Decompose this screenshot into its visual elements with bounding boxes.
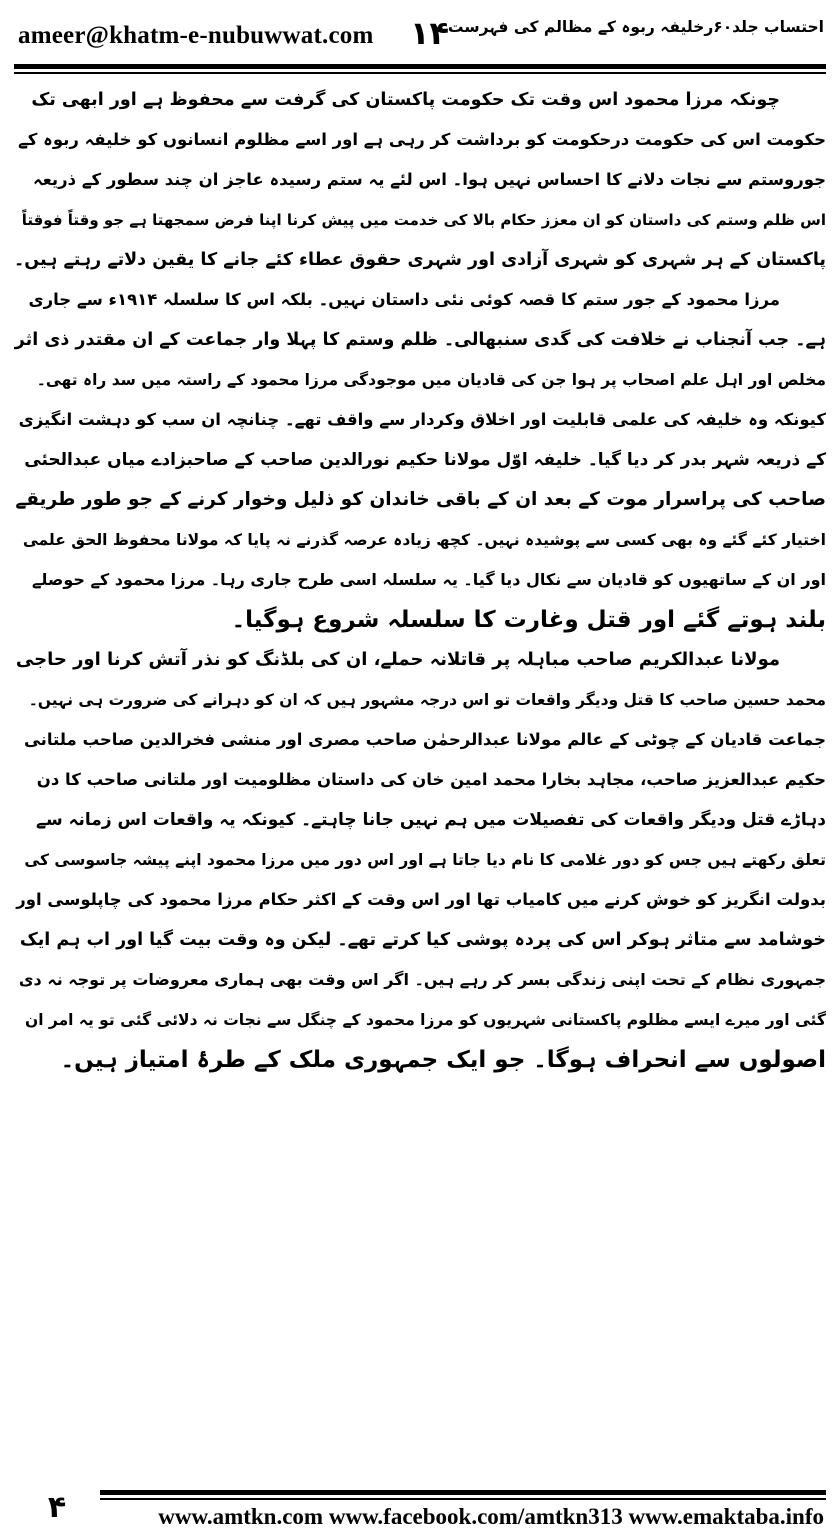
- text-line: ہے۔ جب آنجناب نے خلافت کی گدی سنبھالی۔ ظلم وستم کا پہلا وار جماعت کے ان مقتدر ذی اثر: [14, 330, 826, 350]
- text-line: حکومت اس کی حکومت درحکومت کو برداشت کر رہی ہے اور اسے مظلوم انسانوں کو خلیفہ ربوہ کے: [18, 130, 826, 149]
- text-line: دہاڑے قتل ودیگر واقعات کی تفصیلات میں ہم نہیں جانا چاہتے۔ کیونکہ یہ واقعات اس زمانہ سے: [35, 810, 826, 830]
- text-line: جمہوری نظام کے تحت اپنی زندگی بسر کر رہے ہیں۔ اگر اس وقت بھی ہماری معروضات پر توجہ نہ دی: [18, 970, 826, 989]
- header-rule-thick: [14, 64, 826, 69]
- page-header: [14, 8, 826, 70]
- text-line: اور ان کے ساتھیوں کو قادیان سے نکال دیا گیا۔ یہ سلسلہ اسی طرح جاری رہا۔ مرزا محمود کے حوصلے: [31, 570, 826, 589]
- header-title: احتساب جلد۶۰رخلیفہ ربوہ کے مظالم کی فہرست: [447, 18, 824, 36]
- header-email: ameer@khatm-e-nubuwwat.com: [18, 22, 374, 49]
- text-line: چونکہ مرزا محمود اس وقت تک حکومت پاکستان کی گرفت سے محفوظ ہے اور ابھی تک: [31, 90, 780, 110]
- footer-page-number: ۴: [14, 1486, 100, 1536]
- footer-rule-thick: [100, 1490, 826, 1495]
- text-line: مخلص اور اہل علم اصحاب پر ہوا جن کی قادیان میں موجودگی مرزا محمود کے راستہ میں سد راہ تھی۔: [36, 371, 826, 389]
- text-line: مولانا عبدالکریم صاحب مباہلہ پر قاتلانہ حملے، ان کی بلڈنگ کو نذر آتش کرنا اور حاجی: [15, 649, 780, 670]
- text-line: حکیم عبدالعزیز صاحب، مجاہد بخارا محمد امین خان کی داستان مظلومیت اور ملتانی صاحب کا دن: [36, 770, 826, 789]
- text-line: کے ذریعہ شہر بدر کر دیا گیا۔ خلیفہ اوّل مولانا حکیم نورالدین صاحب کے صاحبزادے میاں عبدالحئی: [24, 450, 826, 470]
- header-rule-thin: [14, 72, 826, 74]
- text-line: صاحب کی پراسرار موت کے بعد ان کے باقی خاندان کو ذلیل وخوار کرنے کے جو طور طریقے: [15, 489, 826, 510]
- text-line: خوشامد سے متاثر ہوکر اس کی پردہ پوشی کیا کرتے تھے۔ لیکن وہ وقت بیت گیا اور اب ہم ایک: [19, 930, 826, 950]
- text-line: تعلق رکھتے ہیں جس کو دور غلامی کا نام دیا جاتا ہے اور اس دور میں مرزا محمود اپنے پیشہ جاسوسی کی: [24, 851, 826, 869]
- text-line: اس ظلم وستم کی داستان کو ان معزز حکام بالا کی خدمت میں پیش کرنا اپنا فرض سمجھتا ہے جو وقتاً فوقتاً: [21, 211, 826, 229]
- text-line: بدولت انگریز کو خوش کرنے میں کامیاب تھا اور اس وقت کے اکثر حکام مرزا محمود کی چاپلوسی اور: [16, 890, 826, 909]
- text-line: اصولوں سے انحراف ہوگا۔ جو ایک جمہوری ملک کے طرۂ امتیاز ہیں۔: [60, 1047, 826, 1073]
- text-line: محمد حسین صاحب کا قتل ودیگر واقعات تو اس درجہ مشہور ہیں کہ ان کو دہرانے کی ضرورت ہی نہیں۔: [28, 691, 826, 709]
- text-line: جماعت قادیان کے چوٹی کے عالم مولانا عبدالرحمٰن صاحب مصری اور منشی فخرالدین صاحب ملتانی: [23, 730, 826, 749]
- text-line: بلند ہوتے گئے اور قتل وغارت کا سلسلہ شروع ہوگیا۔: [231, 607, 826, 633]
- text-line: اختیار کئے گئے وہ بھی کسی سے پوشیدہ نہیں۔ کچھ زیادہ عرصہ گذرنے نہ پایا کہ مولانا محفوظ الحق علمی: [22, 531, 826, 549]
- page-footer: [14, 1486, 826, 1536]
- text-line: جوروستم سے نجات دلانے کا احساس نہیں ہوا۔ اس لئے یہ ستم رسیدہ عاجز ان چند سطور کے ذریعہ: [32, 170, 826, 189]
- text-line: کیونکہ وہ خلیفہ کی علمی قابلیت اور اخلاق وکردار سے واقف تھے۔ چنانچہ ان سب کو دہشت انگیزی: [18, 410, 826, 429]
- text-line: مرزا محمود کے جور ستم کا قصہ کوئی نئی داستان نہیں۔ بلکہ اس کا سلسلہ ۱۹۱۴ء سے جاری: [28, 290, 780, 309]
- text-line: گئی اور میرے ایسے مظلوم پاکستانی شہریوں کو مرزا محمود کے چنگل سے نجات نہ دلائی گئی تو یہ امر ان: [24, 1011, 826, 1029]
- footer-links: www.amtkn.com www.facebook.com/amtkn313 www.emaktaba.info: [158, 1504, 824, 1529]
- body-text: [14, 80, 826, 1472]
- header-page-number: ۱۴: [410, 14, 450, 52]
- text-line: پاکستان کے ہر شہری کو شہری آزادی اور شہری حقوق عطاء کئے جانے کا یقین دلاتے رہتے ہیں۔: [14, 250, 826, 270]
